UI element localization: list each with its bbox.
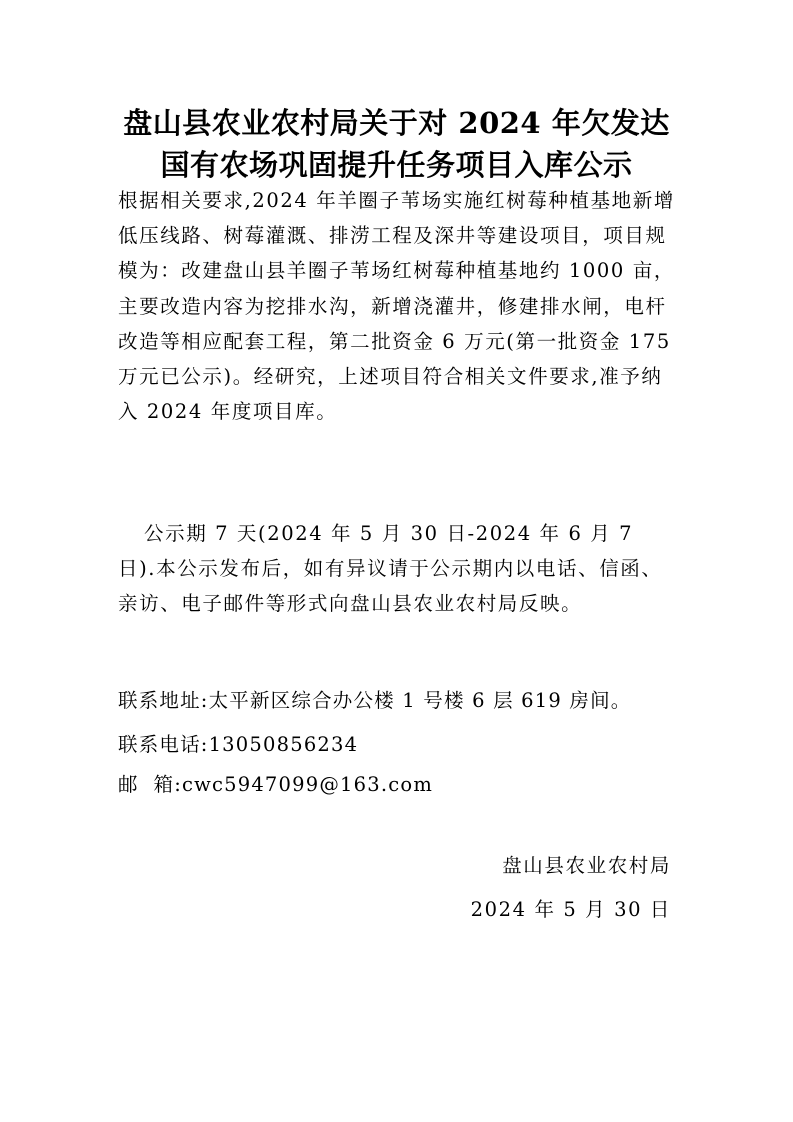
title-line-1: 盘山县农业农村局关于对 2024 年欠发达	[123, 106, 670, 140]
contact-phone: 联系电话:13050856234	[118, 733, 359, 756]
contact-address: 联系地址:太平新区综合办公楼 1 号楼 6 层 619 房间。	[118, 689, 632, 712]
paragraph-project-details: 根据相关要求,2024 年羊圈子苇场实施红树莓种植基地新增低压线路、树莓灌溉、排涝工程及深井等建设项目，项目规模为：改建盘山县羊圈子苇场红树莓种植基地约 1000 亩，主要改造内容为挖排水沟，新增浇灌井，修建排水闸，电杆改造等相应配套工程，第二批资金 6 万元(第一批资金 175 万元已公示)。经研究，上述项目符合相关文件要求,准予纳入 2024 年度项目库。	[118, 189, 675, 424]
signature-organization: 盘山县农业农村局	[502, 854, 671, 877]
signature-date: 2024 年 5 月 30 日	[470, 898, 671, 921]
contact-email: 邮 箱:cwc5947099@163.com	[118, 773, 434, 796]
paragraph-publicity-period: 公示期 7 天(2024 年 5 月 30 日-2024 年 6 月 7 日).本公示发布后，如有异议请于公示期内以电话、信函、亲访、电子邮件等形式向盘山县农业农村局反映。	[118, 522, 663, 616]
title-line-2: 国有农场巩固提升任务项目入库公示	[160, 148, 633, 182]
